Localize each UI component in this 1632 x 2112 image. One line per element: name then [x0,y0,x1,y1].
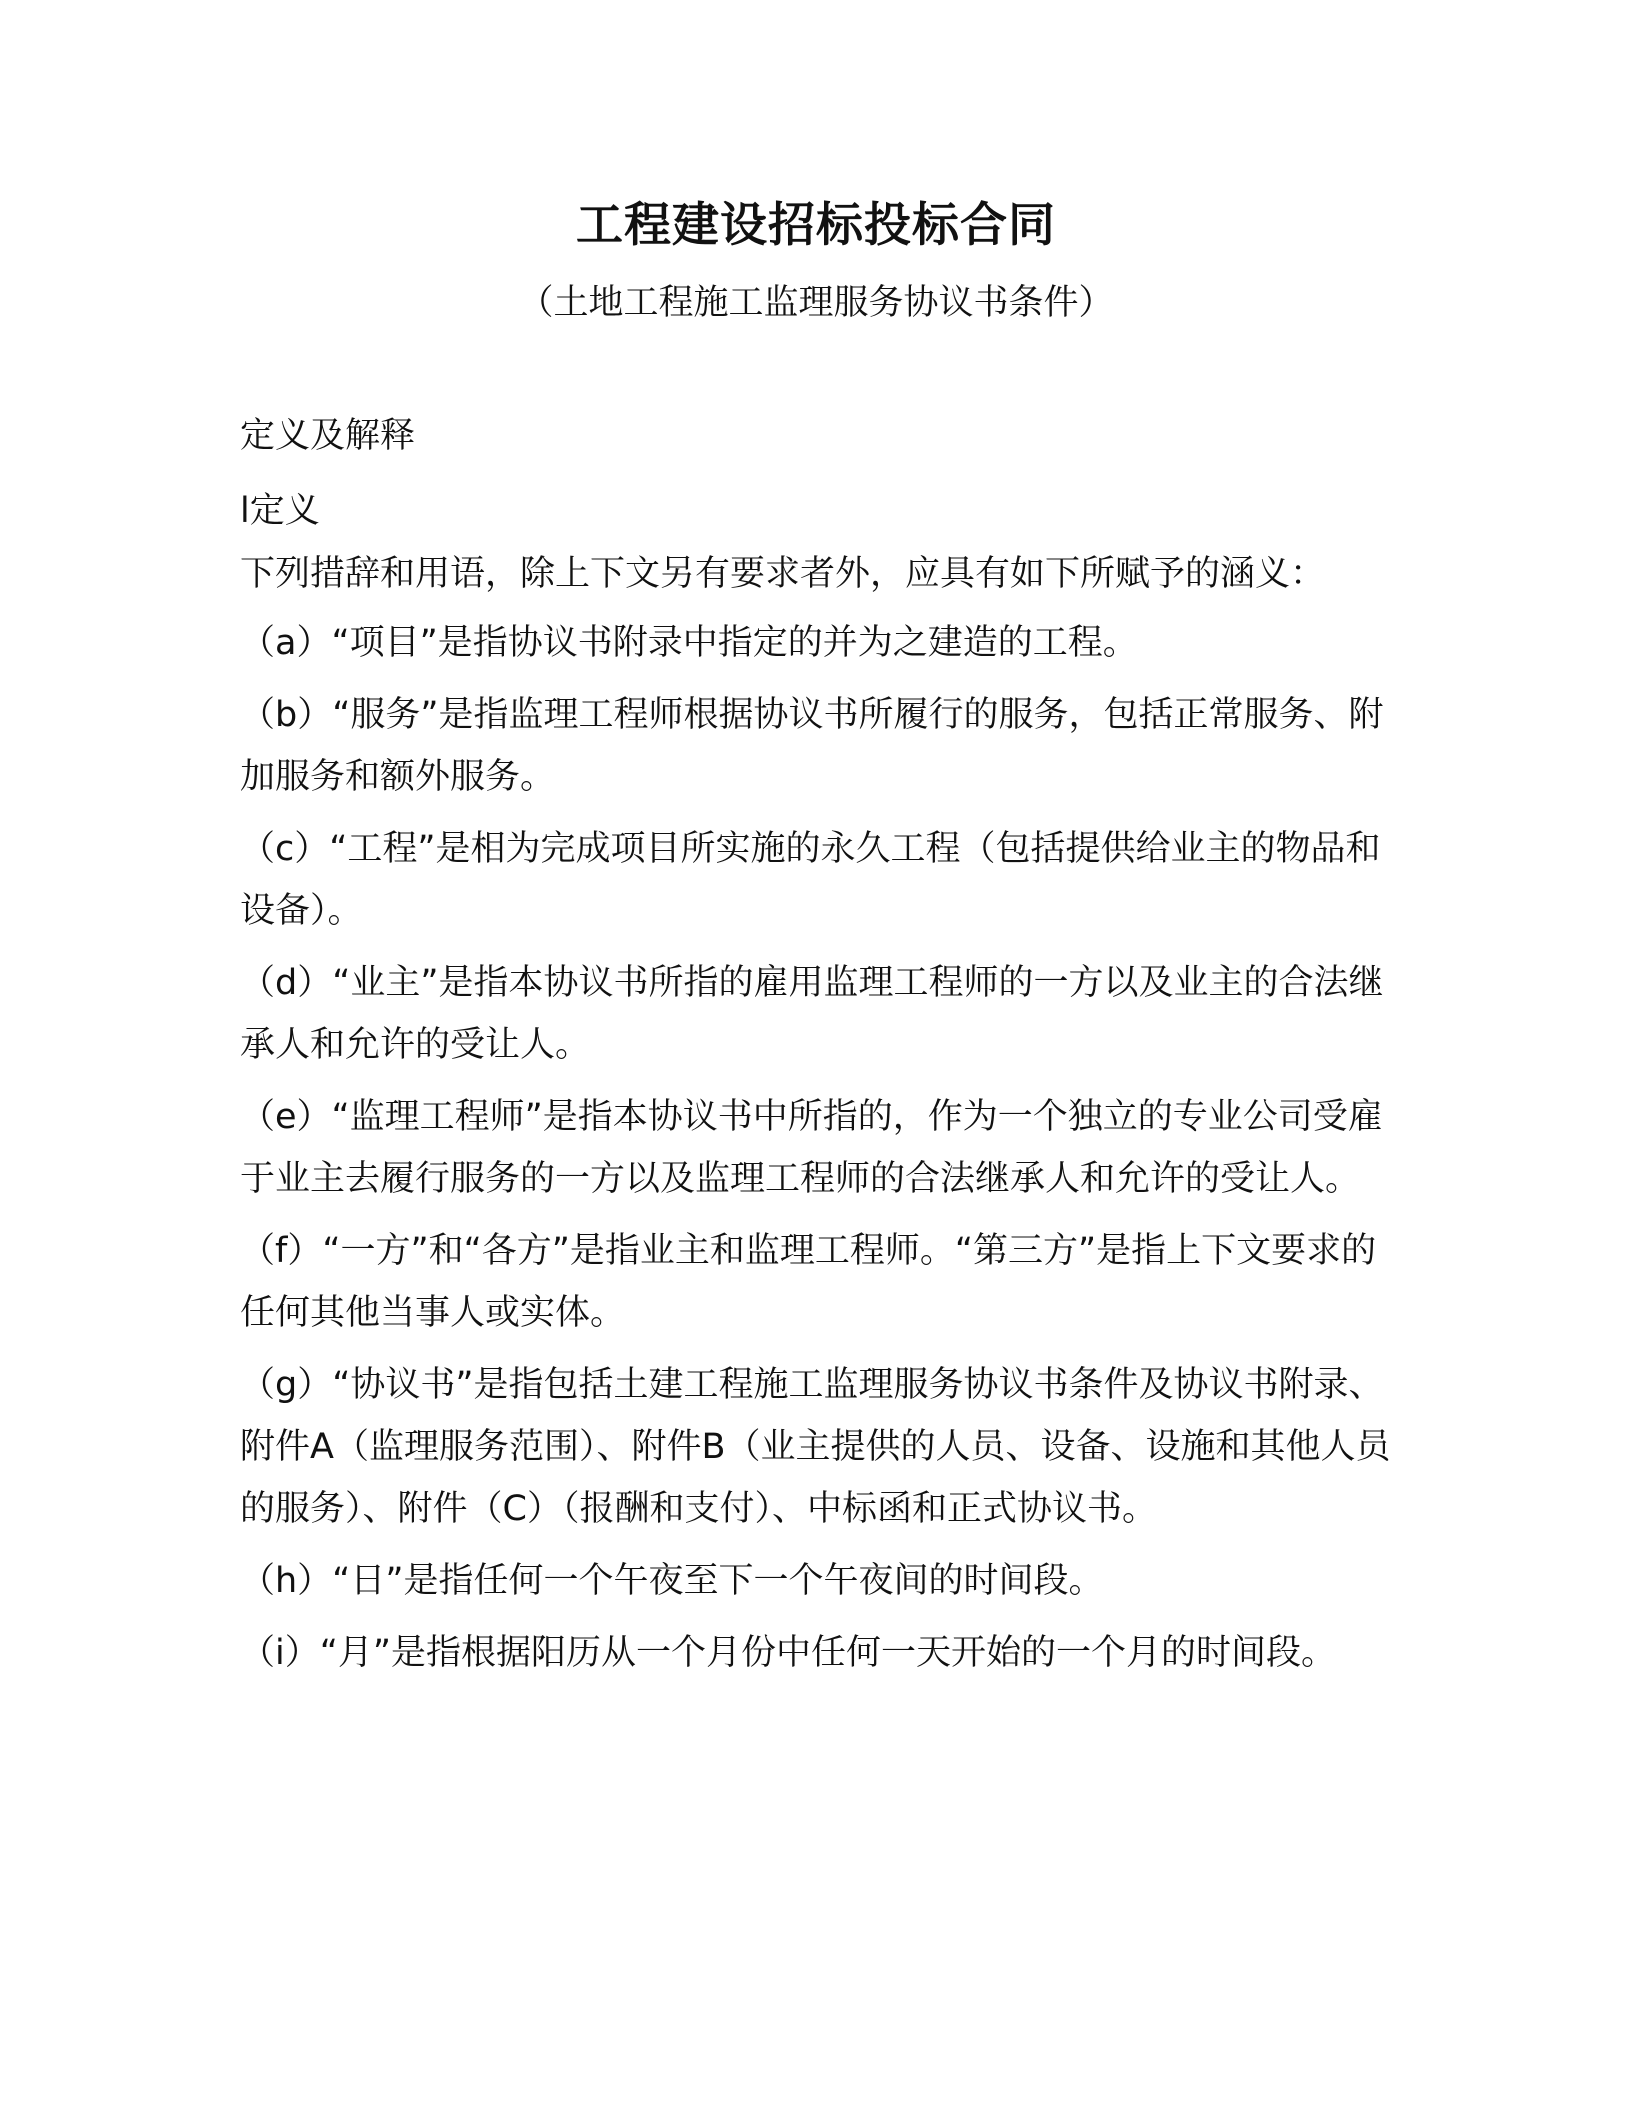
definition-item-h: （h）“日”是指任何一个午夜至下一个午夜间的时间段。 [240,1561,1104,1601]
definition-item-f: （f）“一方”和“各方”是指业主和监理工程师。“第三方”是指上下文要求的任何其他当事人或实体。 [240,1231,1377,1333]
definitions-list [240,612,1400,1694]
definition-item-b: （b）“服务”是指监理工程师根据协议书所履行的服务，包括正常服务、附加服务和额外服务。 [240,695,1384,797]
section-heading: 定义及解释 [240,416,416,456]
definition-item-e: （e）“监理工程师”是指本协议书中所指的，作为一个独立的专业公司受雇于业主去履行服务的一方以及监理工程师的合法继承人和允许的受让人。 [240,1097,1383,1199]
definition-item-a: （a）“项目”是指协议书附录中指定的并为之建造的工程。 [240,623,1138,663]
subsection-heading: l定义 [240,491,320,531]
definition-item-g: （g）“协议书”是指包括土建工程施工监理服务协议书条件及协议书附录、附件A（监理服务范围）、附件B（业主提供的人员、设备、设施和其他人员的服务）、附件（C）（报酬和支付）、中标函和正式协议书。 [240,1365,1391,1529]
document-subtitle: （土地工程施工监理服务协议书条件） [518,283,1114,323]
intro-paragraph: 下列措辞和用语，除上下文另有要求者外，应具有如下所赋予的涵义： [240,554,1326,594]
definition-item-i: （i）“月”是指根据阳历从一个月份中任何一天开始的一个月的时间段。 [240,1633,1336,1673]
definition-item-c: （c）“工程”是相为完成项目所实施的永久工程（包括提供给业主的物品和设备）。 [240,829,1381,931]
definition-item-d: （d）“业主”是指本协议书所指的雇用监理工程师的一方以及业主的合法继承人和允许的受让人。 [240,963,1384,1065]
document-title: 工程建设招标投标合同 [576,198,1056,253]
